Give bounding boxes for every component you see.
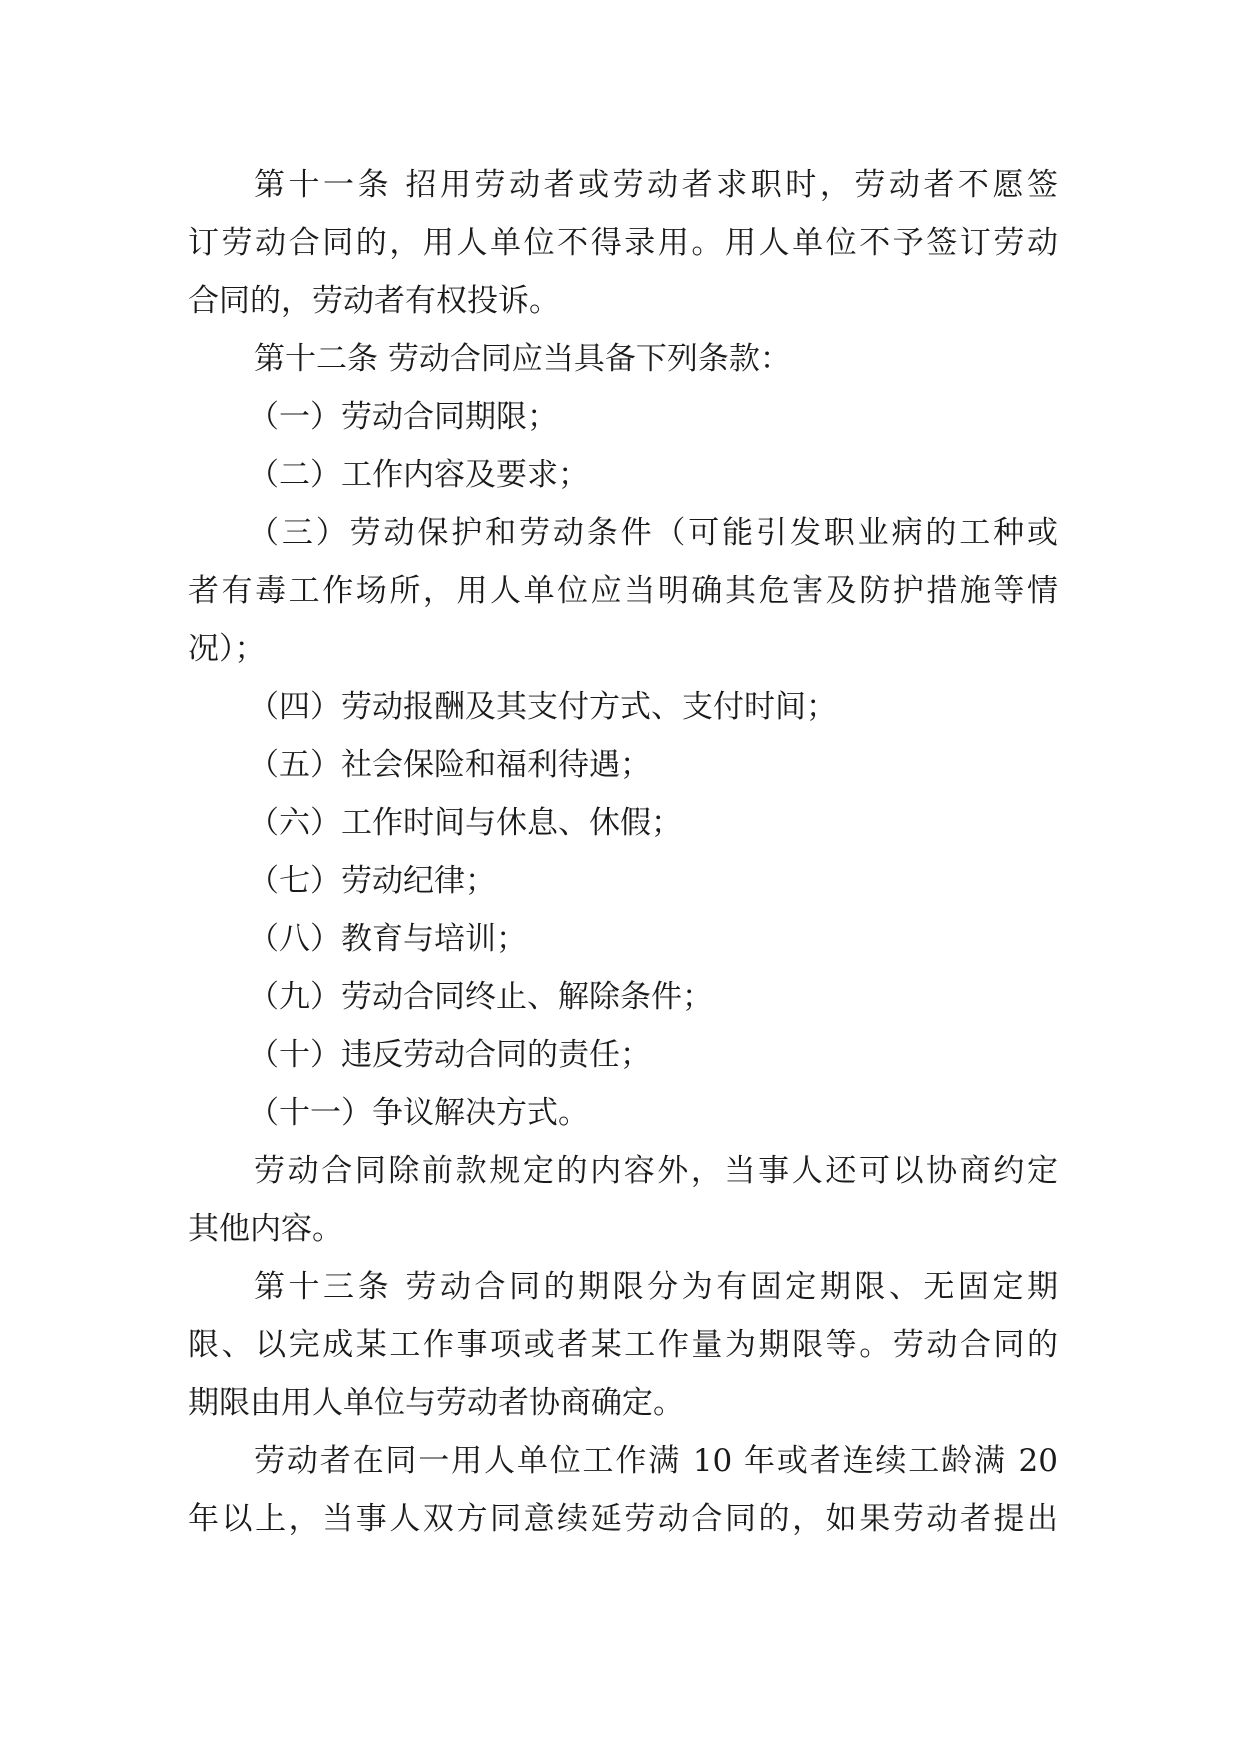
text-line: （九）劳动合同终止、解除条件； xyxy=(248,979,713,1015)
document-body xyxy=(188,156,1058,1548)
text-line: 其他内容。 xyxy=(188,1211,343,1247)
text-line: （五）社会保险和福利待遇； xyxy=(248,747,651,783)
text-line: （二）工作内容及要求； xyxy=(248,457,589,493)
text-line: 限、以完成某工作事项或者某工作量为期限等。劳动合同的 xyxy=(188,1327,1058,1363)
text-line: 第十三条 劳动合同的期限分为有固定期限、无固定期 xyxy=(254,1269,1058,1305)
text-line: （六）工作时间与休息、休假； xyxy=(248,805,682,841)
text-line: 订劳动合同的，用人单位不得录用。用人单位不予签订劳动 xyxy=(188,225,1058,261)
text-line: 第十一条 招用劳动者或劳动者求职时，劳动者不愿签 xyxy=(254,167,1058,203)
text-line: 合同的，劳动者有权投诉。 xyxy=(188,283,560,319)
text-line: （三）劳动保护和劳动条件（可能引发职业病的工种或 xyxy=(248,515,1058,551)
text-line: （八）教育与培训； xyxy=(248,921,527,957)
text-line: 劳动者在同一用人单位工作满 10 年或者连续工龄满 20 xyxy=(254,1443,1058,1479)
text-line: 第十二条 劳动合同应当具备下列条款： xyxy=(254,341,791,377)
text-line: 年以上，当事人双方同意续延劳动合同的，如果劳动者提出 xyxy=(188,1501,1058,1537)
text-line: 况）； xyxy=(188,631,266,667)
text-line: （四）劳动报酬及其支付方式、支付时间； xyxy=(248,689,837,725)
text-line: （七）劳动纪律； xyxy=(248,863,496,899)
text-line: 者有毒工作场所，用人单位应当明确其危害及防护措施等情 xyxy=(188,573,1058,609)
text-line: （十一）争议解决方式。 xyxy=(248,1095,589,1131)
text-line: （一）劳动合同期限； xyxy=(248,399,558,435)
text-line: （十）违反劳动合同的责任； xyxy=(248,1037,651,1073)
text-line: 劳动合同除前款规定的内容外，当事人还可以协商约定 xyxy=(254,1153,1058,1189)
text-line: 期限由用人单位与劳动者协商确定。 xyxy=(188,1385,684,1421)
